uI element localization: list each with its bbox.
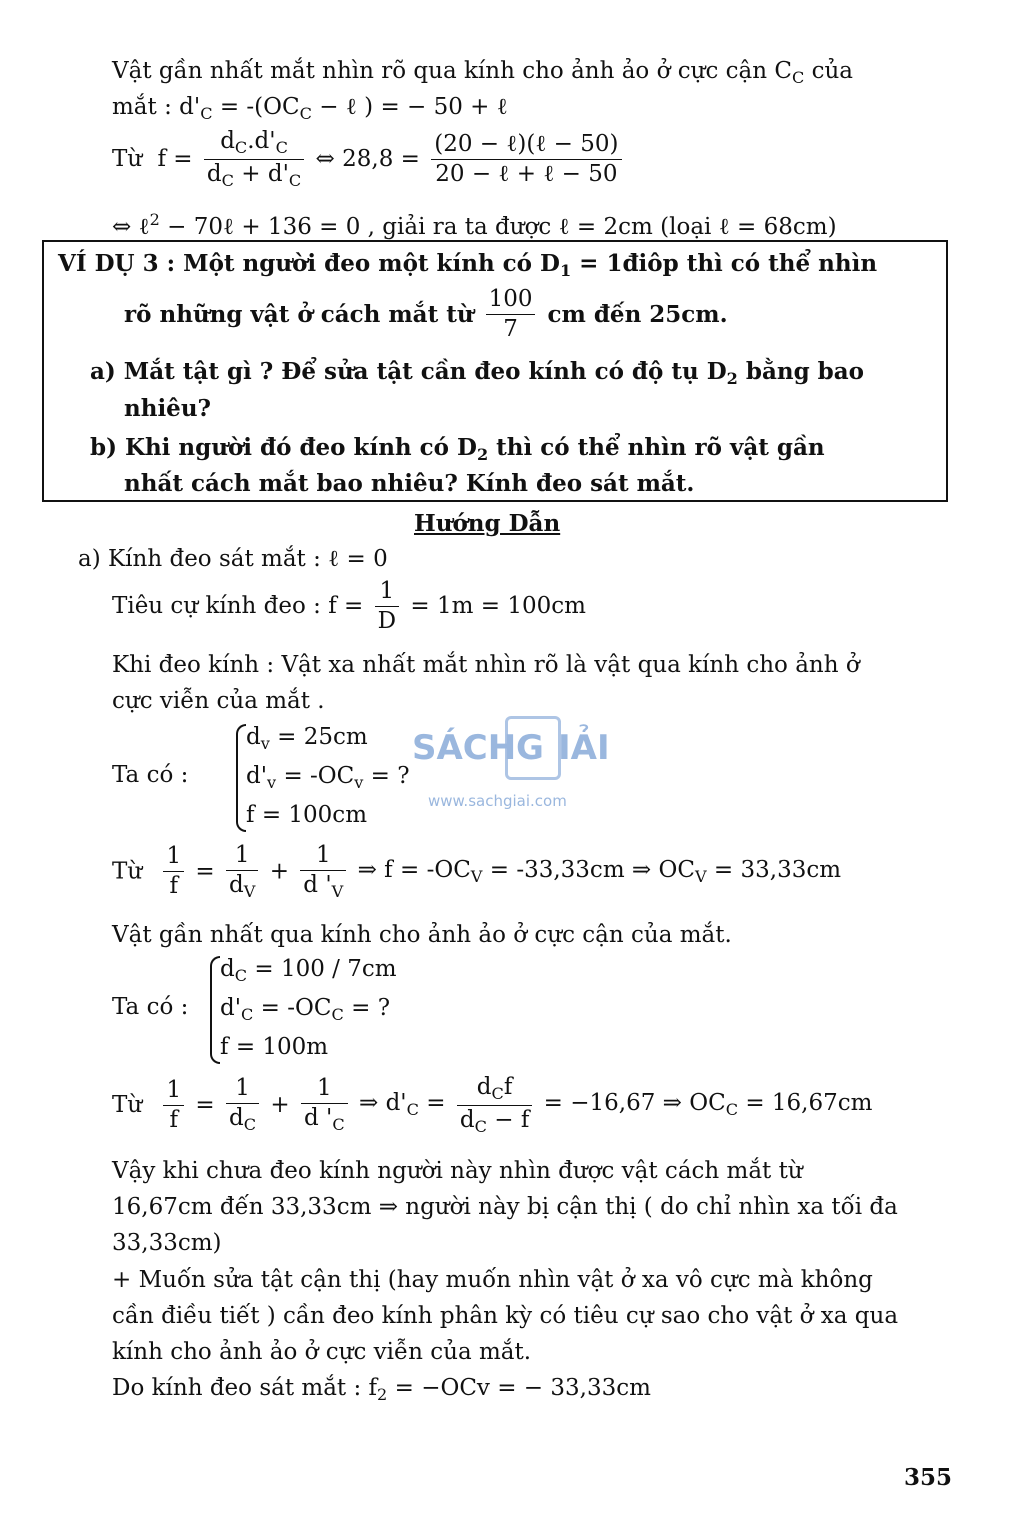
conclusion-2: 16,67cm đến 33,33cm ⇒ người này bị cận thị ( do chỉ nhìn xa tối đa — [112, 1194, 898, 1220]
system-2-row-3: f = 100m — [220, 1034, 329, 1060]
equation-2: Từ $\frac{1}{f}$ = $\frac{1}{d_C}$ + $\frac{1}{d '_C}$ ⇒ $d'_C$ = $\frac{d_Cf}{d_C - f}$ = −16,67 ⇒ $OC_C = 16,67cm$ — [112, 1074, 873, 1136]
page-number: 355 — [904, 1464, 953, 1491]
guide-near-1: Vật gần nhất qua kính cho ảnh ảo ở cực cận của mắt. — [112, 922, 732, 948]
final-line: Do kính đeo sát mắt : $f_2 = -OCv$ = − 33,33cm — [112, 1375, 651, 1404]
system-1-brace — [236, 724, 246, 832]
fraction-dcf: $\frac{d_Cf}{d_C - f}$ — [457, 1076, 532, 1135]
fraction-1-d: $\frac{1}{D}$ — [375, 580, 399, 633]
watermark: SÁCH G IẢI www.sachgiai.com — [412, 714, 622, 814]
intro-formula: Từ f = $\frac{d_C.d'_C}{d_C + d'_C}$ ⇔ 28,8 = $\frac{\text{(20 − ℓ)(ℓ − 50)}}{\text{20 − ℓ + ℓ − 50}}$ — [112, 130, 626, 189]
example-question-a-cont: nhiêu? — [124, 395, 212, 422]
fraction-dc-dc: $\frac{d_C.d'_C}{d_C + d'_C}$ — [204, 130, 304, 189]
guide-focal: Tiêu cự kính đeo : f = $\frac{1}{D}$ = 1m = 100cm — [112, 578, 586, 634]
intro-line-1: Vật gần nhất mắt nhìn rõ qua kính cho ảnh ảo ở cực cận $C_C$ của — [112, 58, 853, 87]
fraction-1-f: $\frac{1}{f}$ — [163, 845, 184, 898]
example-question-b: b) Khi người đó đeo kính có $D_2$ thì có thể nhìn rõ vật gần — [90, 434, 825, 464]
system-1-row-3: f = 100cm — [246, 802, 367, 828]
example-title: VÍ DỤ 3 : Một người đeo một kính có $D_1$ = 1điôp thì có thể nhìn — [58, 250, 878, 280]
system-1-row-2: $d'_v = -OC_v$ = ? — [246, 763, 410, 792]
conclusion-1: Vậy khi chưa đeo kính người này nhìn được vật cách mắt từ — [112, 1158, 803, 1184]
correction-3: kính cho ảnh ảo ở cực viễn của mắt. — [112, 1339, 532, 1365]
equation-1: Từ $\frac{1}{f}$ = $\frac{1}{d_V}$ + $\frac{1}{d '_V}$ ⇒ $f = -OC_V = -33,33cm$ ⇒ $OC_V = 33,33cm$ — [112, 842, 842, 901]
system-1-label: Ta có : — [112, 762, 189, 788]
guide-a-line: a) Kính đeo sát mắt : ℓ = 0 — [78, 546, 388, 572]
system-1-row-1: $d_v = 25cm$ — [246, 724, 368, 753]
system-2-label: Ta có : — [112, 994, 189, 1020]
system-2-row-1: $d_C = 100 / 7cm$ — [220, 956, 397, 985]
fraction-numeric: $\frac{\text{(20 − ℓ)(ℓ − 50)}}{\text{20 − ℓ + ℓ − 50}}$ — [431, 133, 621, 186]
example-line-2: rõ những vật ở cách mắt từ $\frac{100}{7}$ cm đến 25cm. — [124, 286, 728, 342]
system-2-row-2: $d'_C = -OC_C$ = ? — [220, 995, 391, 1024]
conclusion-3: 33,33cm) — [112, 1230, 222, 1256]
intro-line-2: mắt : $d'_C = -(OC_C$ − ℓ ) = − 50 + ℓ — [112, 94, 508, 123]
fraction-1-dc: $\frac{1}{d_C}$ — [226, 1077, 259, 1133]
guide-title: Hướng Dẫn — [414, 510, 561, 537]
correction-2: cần điều tiết ) cần đeo kính phân kỳ có tiêu cự sao cho vật ở xa qua — [112, 1303, 899, 1329]
guide-far-2: cực viễn của mắt . — [112, 688, 325, 714]
fraction-1-dv: $\frac{1}{d_V}$ — [226, 844, 258, 900]
example-question-b-cont: nhất cách mắt bao nhiêu? Kính đeo sát mắt. — [124, 470, 695, 497]
intro-line-4: ⇔ ℓ$^2$ − 70ℓ + 136 = 0 , giải ra ta được ℓ = 2cm (loại ℓ = 68cm) — [112, 210, 837, 240]
guide-far-1: Khi đeo kính : Vật xa nhất mắt nhìn rõ là vật qua kính cho ảnh ở — [112, 652, 860, 678]
fraction-1-dv-prime: $\frac{1}{d '_V}$ — [300, 844, 346, 900]
correction-1: + Muốn sửa tật cận thị (hay muốn nhìn vật ở xa vô cực mà không — [112, 1267, 873, 1293]
fraction-1-f-2: $\frac{1}{f}$ — [163, 1079, 184, 1132]
example-question-a: a) Mắt tật gì ? Để sửa tật cần đeo kính có độ tụ $D_2$ bằng bao — [90, 358, 864, 388]
system-2-brace — [210, 956, 220, 1064]
fraction-100-7: $\frac{100}{7}$ — [486, 288, 536, 341]
fraction-1-dc-prime: $\frac{1}{d '_C}$ — [301, 1077, 348, 1133]
